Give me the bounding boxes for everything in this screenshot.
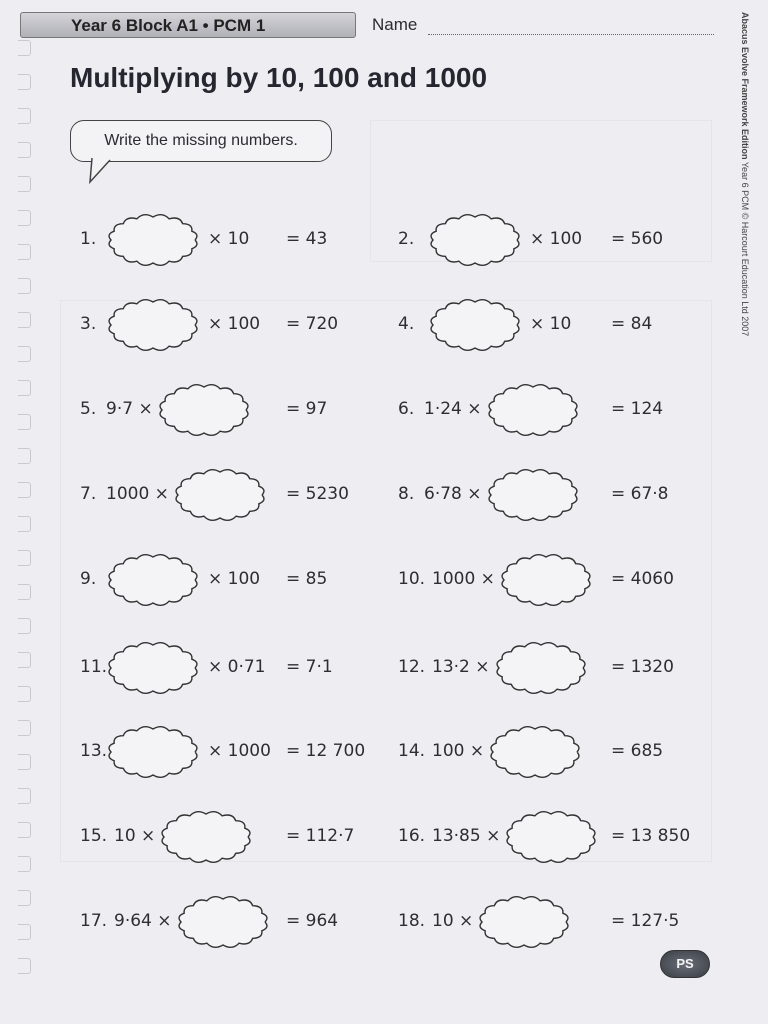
question-multiplier: × 1000 <box>208 741 271 761</box>
answer-cloud-box[interactable] <box>173 467 267 523</box>
binder-hole <box>18 584 31 600</box>
answer-cloud-box[interactable] <box>106 724 200 780</box>
instruction-bubble: Write the missing numbers. <box>70 120 332 162</box>
answer-cloud-box[interactable] <box>499 552 593 608</box>
question-number: 1. <box>80 229 97 249</box>
answer-cloud-box[interactable] <box>488 724 582 780</box>
question-multiplier: × 100 <box>208 314 261 334</box>
binder-hole <box>18 380 31 396</box>
answer-cloud-box[interactable] <box>106 552 200 608</box>
question-result: = 1320 <box>611 657 674 677</box>
question-factor: 13·2 × <box>432 657 490 677</box>
question-factor: 10 × <box>114 826 156 846</box>
binder-hole <box>18 822 31 838</box>
answer-cloud-box[interactable] <box>159 809 253 865</box>
answer-cloud-box[interactable] <box>477 894 571 950</box>
binder-hole <box>18 210 31 226</box>
question-result: = 97 <box>286 399 328 419</box>
question-number: 15. <box>80 826 108 846</box>
binder-hole <box>18 686 31 702</box>
question-result: = 43 <box>286 229 328 249</box>
binder-hole <box>18 108 31 124</box>
question-number: 6. <box>398 399 415 419</box>
binder-hole <box>18 74 31 90</box>
question-multiplier: × 10 <box>208 229 250 249</box>
question-result: = 67·8 <box>611 484 669 504</box>
question-factor: 1000 × <box>432 569 495 589</box>
question-result: = 720 <box>286 314 339 334</box>
binder-hole <box>18 278 31 294</box>
question-number: 7. <box>80 484 97 504</box>
name-field[interactable] <box>428 34 714 35</box>
answer-cloud-box[interactable] <box>106 640 200 696</box>
answer-cloud-box[interactable] <box>428 212 522 268</box>
answer-cloud-box[interactable] <box>157 382 251 438</box>
speech-tail-icon <box>88 158 118 184</box>
question-result: = 685 <box>611 741 664 761</box>
binder-hole <box>18 176 31 192</box>
question-result: = 84 <box>611 314 653 334</box>
question-factor: 100 × <box>432 741 485 761</box>
series-name: Abacus Evolve Framework Edition <box>740 12 750 160</box>
answer-cloud-box[interactable] <box>494 640 588 696</box>
binder-hole <box>18 550 31 566</box>
binder-hole <box>18 414 31 430</box>
binder-hole <box>18 244 31 260</box>
question-number: 3. <box>80 314 97 334</box>
binder-hole <box>18 40 31 56</box>
question-number: 10. <box>398 569 426 589</box>
binder-hole <box>18 142 31 158</box>
question-result: = 124 <box>611 399 664 419</box>
question-factor: 1·24 × <box>424 399 482 419</box>
question-number: 5. <box>80 399 97 419</box>
question-number: 17. <box>80 911 108 931</box>
binder-hole <box>18 312 31 328</box>
binder-hole <box>18 788 31 804</box>
question-multiplier: × 100 <box>208 569 261 589</box>
question-result: = 5230 <box>286 484 349 504</box>
question-result: = 85 <box>286 569 328 589</box>
question-factor: 9·64 × <box>114 911 172 931</box>
question-result: = 12 700 <box>286 741 366 761</box>
binder-hole <box>18 448 31 464</box>
answer-cloud-box[interactable] <box>486 467 580 523</box>
question-result: = 127·5 <box>611 911 680 931</box>
ps-badge: PS <box>660 950 710 978</box>
binder-hole <box>18 856 31 872</box>
question-result: = 4060 <box>611 569 674 589</box>
answer-cloud-box[interactable] <box>106 297 200 353</box>
question-number: 18. <box>398 911 426 931</box>
question-number: 14. <box>398 741 426 761</box>
binder-hole <box>18 618 31 634</box>
question-result: = 560 <box>611 229 664 249</box>
binder-hole <box>18 346 31 362</box>
question-number: 12. <box>398 657 426 677</box>
question-multiplier: × 10 <box>530 314 572 334</box>
question-multiplier: × 0·71 <box>208 657 266 677</box>
question-result: = 13 850 <box>611 826 691 846</box>
binder-hole <box>18 890 31 906</box>
question-number: 13. <box>80 741 108 761</box>
binder-holes <box>18 40 40 1000</box>
page-title: Multiplying by 10, 100 and 1000 <box>70 62 488 93</box>
question-number: 8. <box>398 484 415 504</box>
question-number: 4. <box>398 314 415 334</box>
question-factor: 9·7 × <box>106 399 153 419</box>
copyright-side-text <box>740 12 750 392</box>
question-number: 2. <box>398 229 415 249</box>
binder-hole <box>18 720 31 736</box>
binder-hole <box>18 924 31 940</box>
question-multiplier: × 100 <box>530 229 583 249</box>
answer-cloud-box[interactable] <box>504 809 598 865</box>
answer-cloud-box[interactable] <box>106 212 200 268</box>
binder-hole <box>18 754 31 770</box>
copyright-rest: Year 6 PCM © Harcourt Education Ltd 2007 <box>740 159 750 337</box>
question-result: = 964 <box>286 911 339 931</box>
question-number: 9. <box>80 569 97 589</box>
binder-hole <box>18 482 31 498</box>
binder-hole <box>18 652 31 668</box>
question-factor: 1000 × <box>106 484 169 504</box>
answer-cloud-box[interactable] <box>428 297 522 353</box>
question-result: = 112·7 <box>286 826 355 846</box>
question-number: 16. <box>398 826 426 846</box>
header-tab: Year 6 Block A1 • PCM 1 <box>20 12 356 38</box>
question-factor: 10 × <box>432 911 474 931</box>
question-number: 11. <box>80 657 108 677</box>
question-factor: 13·85 × <box>432 826 501 846</box>
answer-cloud-box[interactable] <box>486 382 580 438</box>
binder-hole <box>18 958 31 974</box>
answer-cloud-box[interactable] <box>176 894 270 950</box>
question-factor: 6·78 × <box>424 484 482 504</box>
binder-hole <box>18 516 31 532</box>
question-result: = 7·1 <box>286 657 333 677</box>
name-label: Name <box>372 15 418 34</box>
